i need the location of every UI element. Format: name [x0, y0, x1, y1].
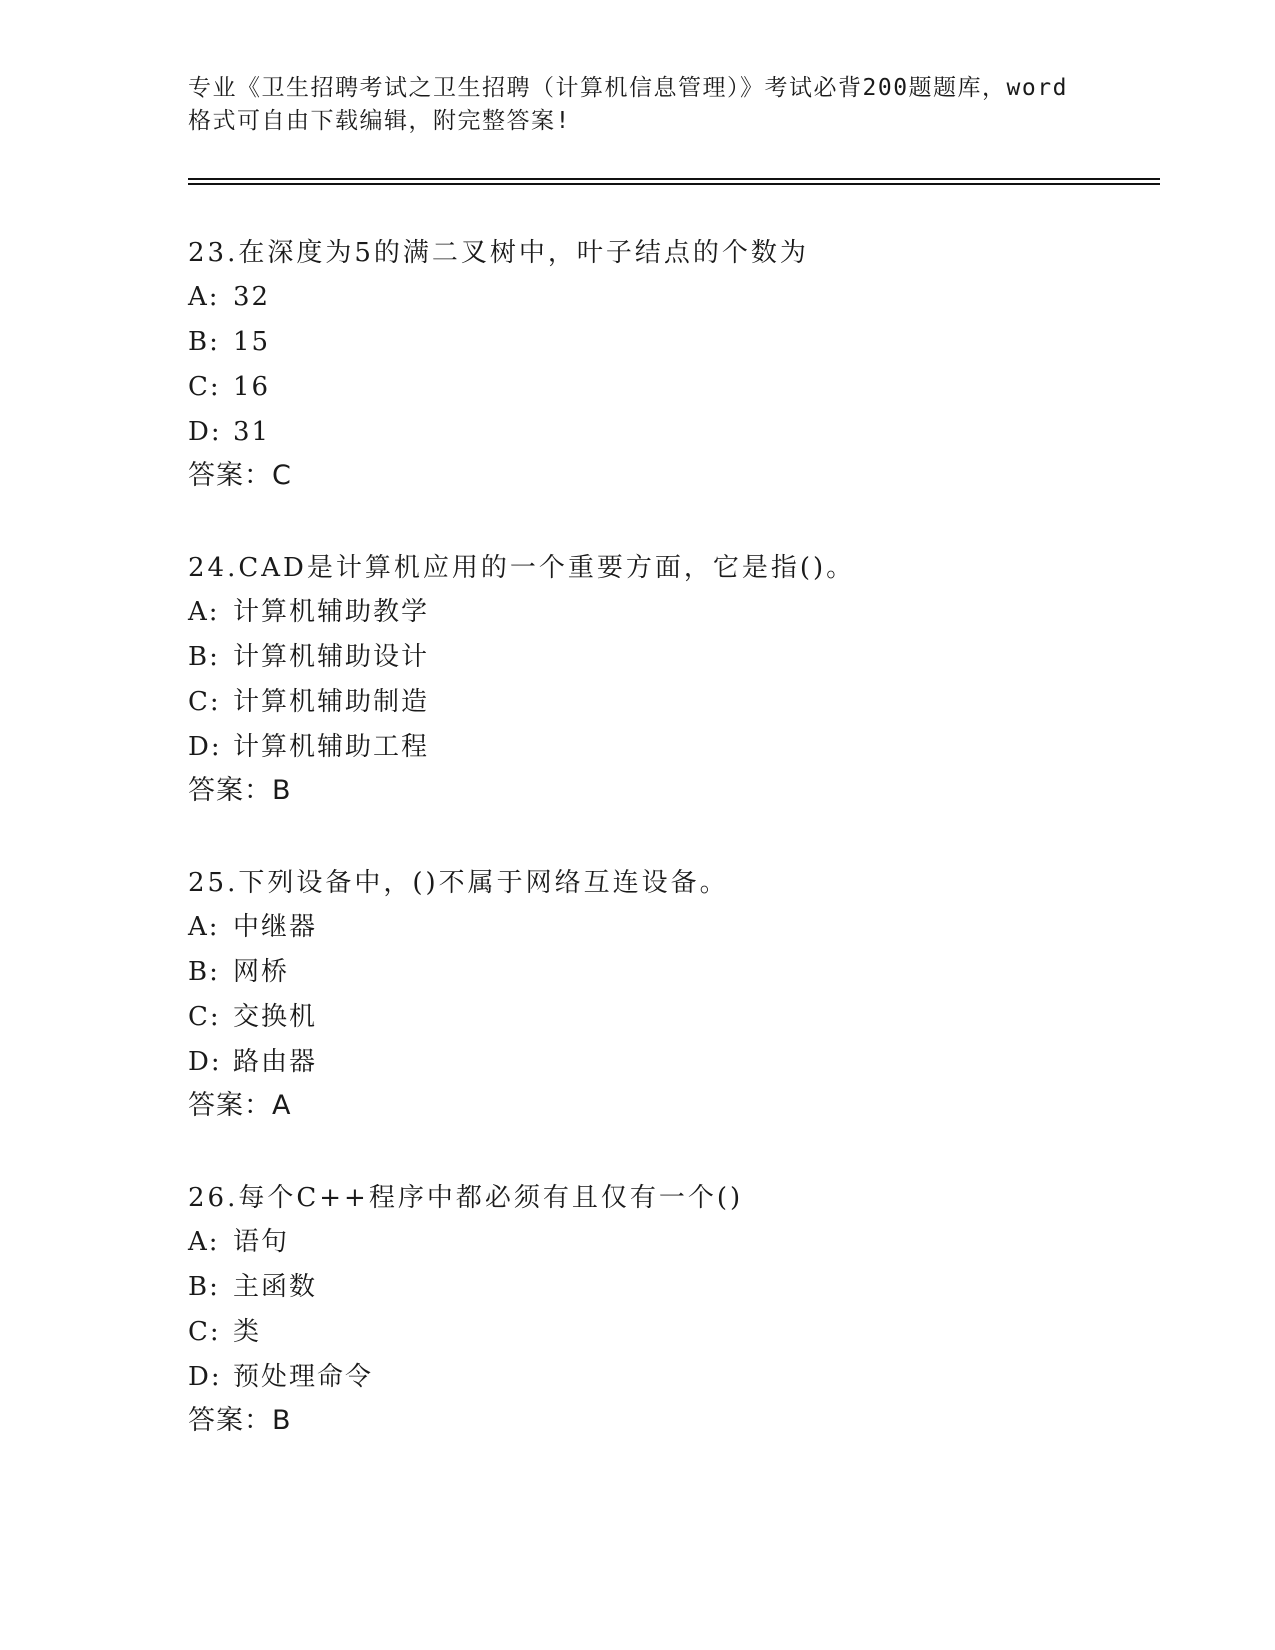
- option-d: [188, 730, 429, 764]
- option-key: C:: [188, 687, 221, 717]
- option-text: 语句: [233, 1227, 290, 1257]
- option-text: 16: [233, 372, 271, 402]
- option-d: [188, 1360, 373, 1394]
- option-text: 计算机辅助设计: [233, 642, 430, 672]
- option-c: [188, 1000, 317, 1034]
- option-key: D:: [188, 732, 222, 762]
- option-text: 预处理命令: [233, 1362, 374, 1392]
- header-line-2: 格式可自由下载编辑，附完整答案!: [188, 108, 571, 134]
- option-key: A:: [188, 912, 220, 942]
- option-key: C:: [188, 1002, 221, 1032]
- option-d: [188, 415, 270, 449]
- option-key: D:: [188, 417, 222, 447]
- option-key: C:: [188, 1317, 221, 1347]
- option-b: [188, 955, 289, 989]
- option-text: 计算机辅助教学: [233, 597, 430, 627]
- option-key: A:: [188, 282, 220, 312]
- answer-value: B: [272, 775, 292, 806]
- option-text: 路由器: [233, 1047, 318, 1077]
- option-b: [188, 1270, 317, 1304]
- question-stem: 24.CAD是计算机应用的一个重要方面，它是指()。: [188, 553, 856, 583]
- option-text: 类: [233, 1317, 262, 1347]
- option-c: [188, 685, 429, 719]
- option-b: [188, 325, 270, 359]
- option-text: 计算机辅助制造: [233, 687, 430, 717]
- option-key: A:: [188, 597, 220, 627]
- option-text: 计算机辅助工程: [233, 732, 430, 762]
- answer-label: 答案：: [188, 1405, 272, 1436]
- option-b: [188, 640, 429, 674]
- option-c: [188, 370, 270, 404]
- header-line-1: 专业《卫生招聘考试之卫生招聘（计算机信息管理）》考试必背200题题库，word: [188, 75, 1068, 101]
- question-stem: 25.下列设备中，()不属于网络互连设备。: [188, 868, 729, 898]
- answer-label: 答案：: [188, 1090, 272, 1121]
- answer-label: 答案：: [188, 775, 272, 806]
- header-divider-top: [188, 178, 1160, 180]
- option-key: B:: [188, 327, 220, 357]
- option-key: B:: [188, 957, 220, 987]
- option-text: 15: [233, 327, 271, 357]
- option-key: D:: [188, 1047, 222, 1077]
- answer-value: C: [272, 460, 292, 491]
- option-key: C:: [188, 372, 221, 402]
- answer: [188, 774, 292, 808]
- question-stem: 26.每个C++程序中都必须有且仅有一个(): [188, 1183, 744, 1213]
- option-a: [188, 1225, 289, 1259]
- option-d: [188, 1045, 317, 1079]
- option-text: 交换机: [233, 1002, 318, 1032]
- answer-label: 答案：: [188, 460, 272, 491]
- question-stem: 23.在深度为5的满二叉树中，叶子结点的个数为: [188, 238, 809, 268]
- option-key: B:: [188, 1272, 220, 1302]
- answer-value: A: [272, 1090, 292, 1121]
- option-key: D:: [188, 1362, 222, 1392]
- option-text: 网桥: [233, 957, 290, 987]
- answer-value: B: [272, 1405, 292, 1436]
- option-a: [188, 595, 429, 629]
- option-text: 31: [233, 417, 271, 447]
- option-text: 主函数: [233, 1272, 318, 1302]
- answer: [188, 1404, 292, 1438]
- option-text: 32: [233, 282, 271, 312]
- option-key: B:: [188, 642, 220, 672]
- option-c: [188, 1315, 261, 1349]
- header-divider-bottom: [188, 183, 1160, 185]
- option-key: A:: [188, 1227, 220, 1257]
- option-a: [188, 280, 270, 314]
- answer: [188, 1089, 291, 1123]
- option-text: 中继器: [233, 912, 318, 942]
- answer: [188, 459, 292, 493]
- document-header: [188, 72, 1088, 138]
- option-a: [188, 910, 317, 944]
